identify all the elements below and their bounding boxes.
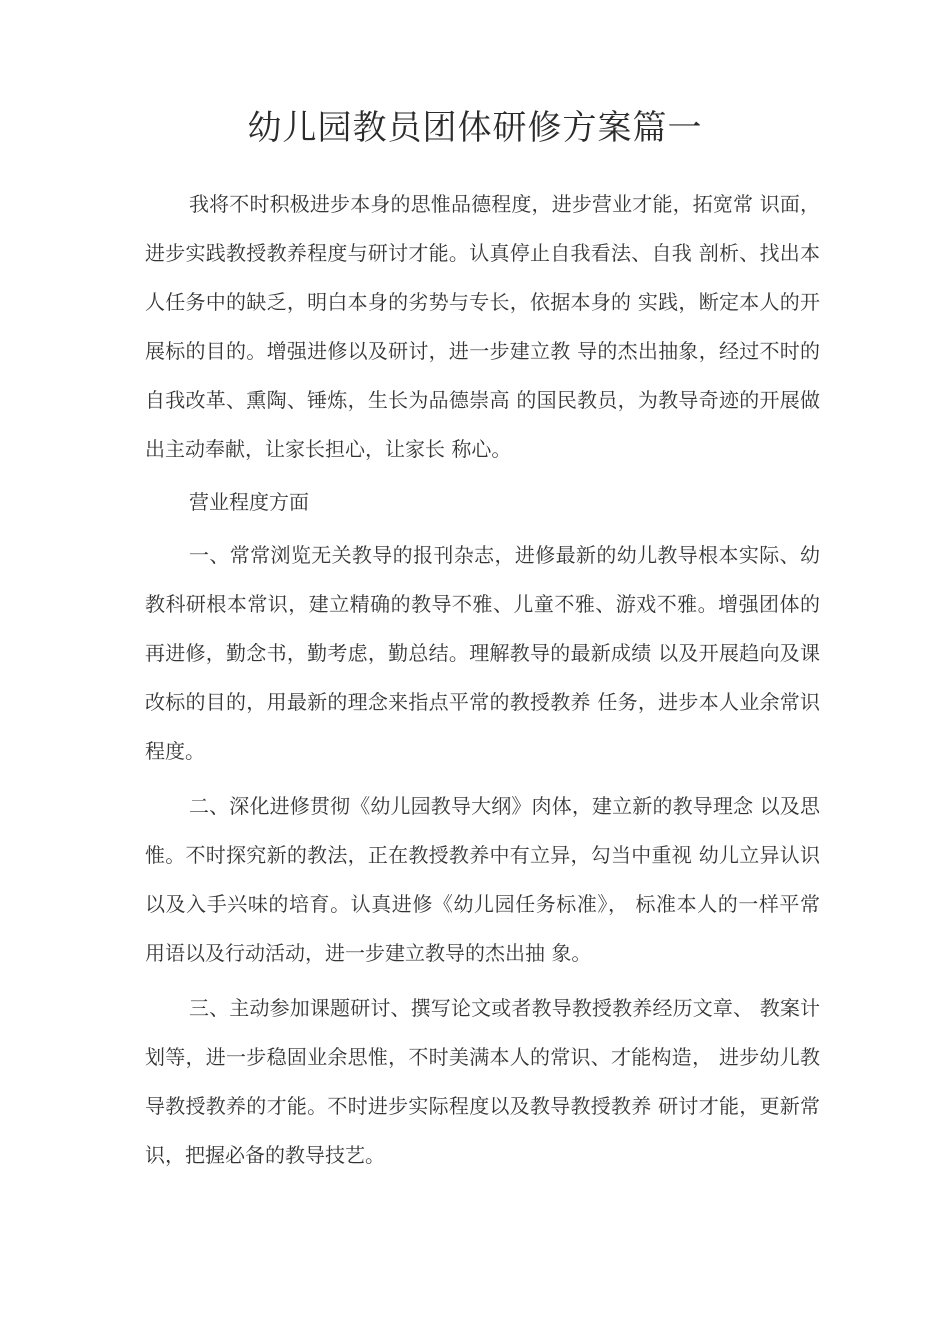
document-title: 幼儿园教员团体研修方案篇一 [247,108,703,148]
paragraph-item-3: 三、主动参加课题研讨、撰写论文或者教导教授教养经历文章、 教案计划等，进一步稳固业余思惟，不时美满本人的常识、才能构造， 进步幼儿教导教授教养的才能。不时进步实际程度以及教导教授教养 研讨才能，更新常识，把握必备的教导技艺。 [145,996,820,1167]
paragraph-intro: 我将不时积极进步本身的思惟品德程度，进步营业才能，拓宽常 识面，进步实践教授教养程度与研讨才能。认真停止自我看法、自我 剖析、找出本人任务中的缺乏，明白本身的劣势与专长，依据本身的 实践，断定本人的开展标的目的。增强进修以及研讨，进一步建立教 导的杰出抽象，经过不时的自我改革、熏陶、锤炼，生长为品德崇高 的国民教员，为教导奇迹的开展做出主动奉献，让家长担心，让家长 称心。 [145,192,820,461]
paragraph-item-2: 二、深化进修贯彻《幼儿园教导大纲》肉体，建立新的教导理念 以及思惟。不时探究新的教法，正在教授教养中有立异，勾当中重视 幼儿立异认识以及入手兴味的培育。认真进修《幼儿园任务标准》， 标准本人的一样平常用语以及行动活动，进一步建立教导的杰出抽 象。 [145,794,820,965]
section-heading: 营业程度方面 [189,490,309,514]
paragraph-item-1: 一、常常浏览无关教导的报刊杂志，进修最新的幼儿教导根本实际、幼教科研根本常识，建立精确的教导不雅、儿童不雅、游戏不雅。增强团体的再进修，勤念书，勤考虑，勤总结。理解教导的最新成绩 以及开展趋向及课改标的目的，用最新的理念来指点平常的教授教养 任务，进步本人业余常识程度。 [145,543,820,763]
document-body [145,180,820,1184]
